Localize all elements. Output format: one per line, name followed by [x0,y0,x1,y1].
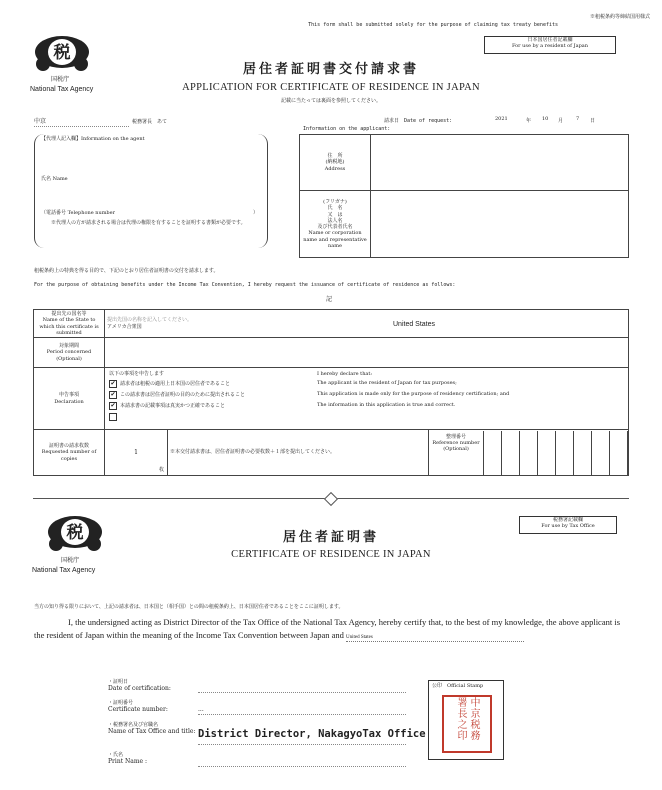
agent-info-label: 【代理人記入欄】Information on the agent [41,136,145,142]
state-hint: 提出先国の名称を記入してください。 [107,317,193,324]
cert-number-label-jp: ・証明番号 [108,700,134,706]
period-label-cell [34,338,105,368]
reference-digit-box[interactable] [556,431,574,475]
agency-name-jp: 国税庁 [51,76,70,83]
office-use-en: For use by Tax Office [541,523,595,530]
cert-date-field[interactable] [198,692,406,693]
reference-digit-box[interactable] [610,431,628,475]
agent-note: ※代理人の方が請求される場合は代理の権限を有することを証明する書類が必要です。 [51,220,246,226]
resident-use-jp: 日本国居住者記載欄 [527,37,573,43]
divider-diamond-icon [324,492,338,506]
copies-label-en: Requested number of copies [41,449,97,462]
note-heading: 記 [326,296,333,303]
name-label-jp: 氏 名 又 は 法人名 及び代表者氏名 [317,205,353,230]
agency-name-en-certificate: National Tax Agency [32,567,96,574]
reference-digit-box[interactable] [520,431,538,475]
name-field[interactable] [371,191,629,258]
address-label-jp: 住 所 (納税地) [325,153,345,166]
copies-value: 1 [134,448,138,456]
form-purpose-note: This form shall be submitted solely for the purpose of claiming tax treaty benefits [308,22,558,28]
name-label-en: Name or corporation name and representative name [303,230,367,249]
director-label [108,722,200,736]
name-label-furigana: (フリガナ) [323,199,347,205]
state-label-cell [34,310,105,338]
address-label-en: Address [324,165,346,172]
declaration-label-jp: 申告事項 [58,392,79,399]
copies-note: ※本交付請求書は、居住者証明書の必要枚数＋１部を提出してください。 [170,449,336,456]
state-value-jp: アメリカ合衆国 [107,323,142,330]
reference-cell [429,430,629,476]
request-date-month-unit: 月 [558,118,564,124]
reference-digit-box[interactable] [574,431,592,475]
official-stamp-text: 中京税務署長之印 [455,697,479,741]
details-table [33,309,629,476]
reference-label [429,431,484,475]
declaration-checkbox[interactable] [109,413,117,421]
director-label-jp: ・税務署名及び官職名 [108,722,159,728]
office-underline [34,126,129,127]
cert-number-value: ... [198,706,204,713]
certificate-title-jp: 居住者証明書 [282,530,379,545]
declaration-item-jp: 請求者は租税の適用上日本国の居住者であること [120,381,231,387]
office-prefix: 中京 [34,118,47,125]
declaration-list [109,380,629,424]
name-label-cell [300,191,371,258]
reference-digit-box[interactable] [484,431,502,475]
cert-number-label-en: Certificate number: [108,706,168,714]
cert-date-label [108,679,171,693]
reference-label-en: Reference number (Optional) [432,439,480,452]
declaration-checkbox[interactable]: ✔ [110,391,116,398]
copies-field[interactable] [105,430,168,476]
certificate-body-en [34,616,628,642]
resident-use-box [484,36,616,54]
official-stamp-box [428,680,504,760]
svg-text:税: 税 [53,43,71,63]
request-text-en: For the purpose of obtaining benefits under the Income Tax Convention, I hereby request the issuance of certificate of residence as follows: [34,282,456,288]
address-field[interactable] [371,135,629,191]
director-value: District Director, NakagyoTax Office [198,728,426,740]
certificate-body-jp: 当方の知り得る限りにおいて、上記の請求者は、日本国と（相手国）との間の租税条約上、日本国居住者であることをここに証明します。 [34,604,344,610]
applicant-info-label: Information on the applicant: [303,126,391,132]
declaration-item [109,413,629,424]
reference-label-jp: 整理番号 [445,433,466,440]
office-use-jp: 税務署記載欄 [552,517,583,523]
copies-label-cell [34,430,105,476]
office-suffix: 税務署長 あて [132,119,168,125]
declaration-item-en: The applicant is the resident of Japan for tax purposes; [317,380,457,386]
state-label-en: Name of the State to which this certificate is submitted [39,317,99,336]
period-label-jp: 対象期間 [58,343,79,350]
reference-digit-box[interactable] [502,431,520,475]
agency-name-en: National Tax Agency [30,86,94,93]
state-field[interactable] [105,310,629,338]
agency-name-jp-certificate: 国税庁 [61,557,80,564]
cert-number-field[interactable] [198,714,406,715]
request-date-year: 2021 [495,116,508,122]
request-text-jp: 租税条約上の特典を得る目的で、下記のとおり居住者証明書の交付を請求します。 [34,268,219,274]
declaration-item-jp: 本請求書の記載事項は真実かつ正確であること [120,403,226,409]
declaration-label-en: Declaration [54,398,84,405]
agent-section [34,134,268,248]
declaration-checkbox[interactable]: ✔ [110,402,116,409]
official-stamp-seal [442,695,492,753]
reference-digit-box[interactable] [592,431,610,475]
declaration-head-jp: 以下の事項を申告します [109,371,165,377]
request-date-day-unit: 日 [590,118,596,124]
declaration-checkbox[interactable]: ✔ [110,380,116,387]
print-name-label [108,752,147,766]
declaration-item-en: This application is made only for the purpose of residency certification; and [317,391,510,397]
request-date-month: 10 [542,116,549,122]
certificate-body-en-text: I, the undersigned acting as District Director of the Tax Office of the National Tax Agency, hereby certify that, to the best of my knowledge, the above applicant is the resident of Japan within the meaning of the Income Tax Convention between Japan and [34,617,621,640]
request-date-day: 7 [576,116,580,122]
declaration-item [109,380,629,391]
reference-digit-box[interactable] [538,431,556,475]
declaration-item [109,391,629,402]
director-label-en: Name of Tax Office and title: [108,728,196,736]
period-field[interactable] [105,338,629,368]
print-name-field[interactable] [198,766,406,767]
address-label-cell [300,135,371,191]
application-title-jp: 居住者証明書交付請求書 [242,62,419,77]
declaration-item [109,402,629,413]
cert-date-label-en: Date of certification: [108,685,171,693]
official-stamp-label: 公印 Official Stamp [432,683,484,689]
resident-use-en: For use by a resident of Japan [511,43,589,50]
cert-date-label-jp: ・証明日 [108,679,129,685]
agent-name-label: 氏名 Name [41,176,68,182]
application-title-en: APPLICATION FOR CERTIFICATE OF RESIDENCE IN JAPAN [182,82,480,93]
declaration-field [105,368,629,430]
declaration-item-jp: この請求書は居住者証明の目的のために提出されること [120,392,246,398]
cert-number-label [108,700,168,714]
copies-note-cell [168,430,429,476]
office-use-box [519,516,617,534]
agent-tel-close: ） [253,210,259,216]
state-label-jp: 提出先の国名等 [51,311,87,317]
certificate-country: United States [346,635,524,642]
certificate-title-en: CERTIFICATE OF RESIDENCE IN JAPAN [231,549,431,560]
svg-text:税: 税 [66,523,84,543]
print-name-label-en: Print Name : [108,758,148,766]
declaration-head-en: I hereby declare that: [317,371,373,377]
state-value: United States [393,321,436,328]
reference-number-boxes[interactable] [484,431,628,475]
declaration-item-en: The information in this application is true and correct. [317,402,456,408]
director-field[interactable] [198,744,406,745]
print-name-label-jp: ・氏名 [108,752,124,758]
declaration-label-cell [34,368,105,430]
application-subtitle: 記載に当たっては裏面を参照してください。 [280,98,381,104]
period-label-en: Period concerned (Optional) [46,349,92,362]
applicant-table [299,134,629,258]
agent-tel-label: （電話番号 Telephone number [41,210,115,216]
request-date-label: 請求日 Date of request: [384,118,453,124]
request-date-year-unit: 年 [526,118,532,124]
copies-unit: 枚 [158,466,164,473]
form-code: ※租税条約等締結国用様式 [589,14,650,20]
copies-label-jp: 証明書の請求枚数 [48,443,89,450]
